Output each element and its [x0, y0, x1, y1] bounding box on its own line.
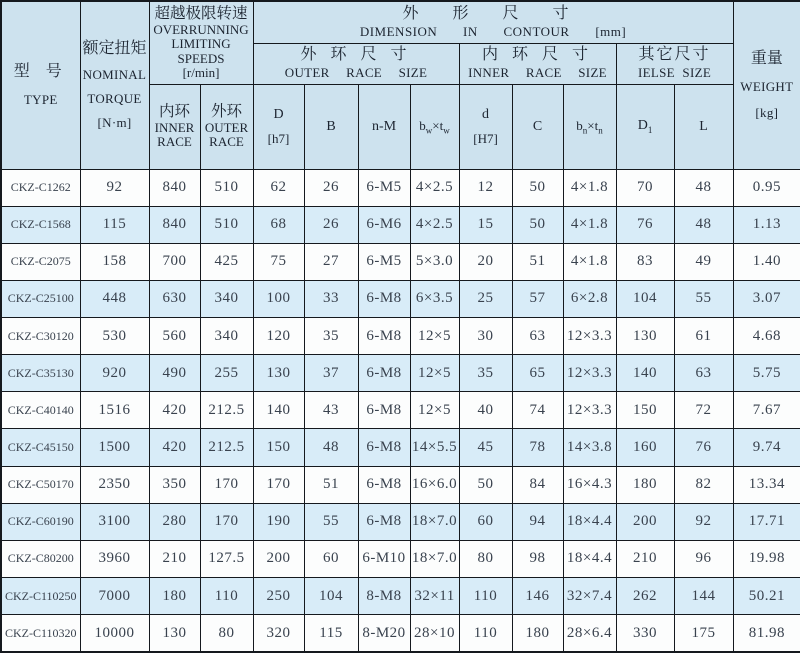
cell-value: 170	[200, 503, 253, 540]
cell-value: 51	[304, 466, 358, 503]
cell-value: 146	[512, 578, 563, 615]
cell-value: 100	[253, 280, 304, 317]
cell-type: CKZ-C40140	[1, 392, 80, 429]
cell-value: 560	[149, 318, 200, 355]
cell-value: 78	[512, 429, 563, 466]
cell-value: 48	[674, 206, 733, 243]
cell-value: 350	[149, 466, 200, 503]
cell-value: 12×5	[410, 355, 459, 392]
cell-value: 14×5.5	[410, 429, 459, 466]
cell-value: 80	[200, 615, 253, 652]
cell-value: 200	[616, 503, 674, 540]
cell-value: 12×3.3	[563, 355, 616, 392]
cell-value: 57	[512, 280, 563, 317]
cell-value: 3960	[80, 540, 149, 577]
cell-type: CKZ-C25100	[1, 280, 80, 317]
header-torque-unit: [N·m]	[97, 115, 132, 131]
cell-value: 33	[304, 280, 358, 317]
cell-value: 158	[80, 243, 149, 280]
cell-value: 5.75	[733, 355, 800, 392]
cell-value: 72	[674, 392, 733, 429]
header-type	[1, 1, 80, 169]
cell-value: 2350	[80, 466, 149, 503]
cell-value: 83	[616, 243, 674, 280]
header-overrunning-en1: OVERRUNNING	[153, 21, 249, 37]
cell-value: 840	[149, 169, 200, 206]
cell-value: 9.74	[733, 429, 800, 466]
header-else-size	[616, 43, 733, 84]
header-dimension	[253, 1, 733, 43]
header-outer-race-size	[253, 43, 459, 84]
cell-value: 43	[304, 392, 358, 429]
cell-value: 63	[674, 355, 733, 392]
header-torque-zh: 额定扭矩	[82, 39, 147, 57]
table-row	[1, 280, 800, 317]
header-type-zh: 型 号	[13, 63, 68, 81]
cell-value: 104	[304, 578, 358, 615]
header-col-D1: $D_1$	[616, 84, 674, 169]
cell-type: CKZ-C30120	[1, 318, 80, 355]
cell-value: 16×6.0	[410, 466, 459, 503]
cell-value: 8-M8	[358, 578, 410, 615]
cell-value: 18×4.4	[563, 540, 616, 577]
cell-value: 6×2.8	[563, 280, 616, 317]
header-col-bn-tn: $b_n\times t_n$	[563, 84, 616, 169]
cell-value: 5×3.0	[410, 243, 459, 280]
cell-value: 82	[674, 466, 733, 503]
cell-value: 127.5	[200, 540, 253, 577]
header-outer-race-en1: OUTER	[204, 119, 249, 135]
cell-value: 50	[512, 206, 563, 243]
cell-value: 130	[616, 318, 674, 355]
cell-value: 1516	[80, 392, 149, 429]
header-weight-zh: 重量	[750, 50, 783, 67]
cell-value: 144	[674, 578, 733, 615]
cell-value: 175	[674, 615, 733, 652]
table-row	[1, 615, 800, 652]
cell-type: CKZ-C50170	[1, 466, 80, 503]
cell-value: 19.98	[733, 540, 800, 577]
header-col-D	[253, 84, 304, 169]
cell-value: 14×3.8	[563, 429, 616, 466]
cell-value: 110	[200, 578, 253, 615]
cell-value: 262	[616, 578, 674, 615]
cell-value: 1.40	[733, 243, 800, 280]
header-dimension-zh: 外 形 尺 寸	[402, 5, 584, 23]
cell-value: 18×7.0	[410, 503, 459, 540]
header-col-d-letter: d	[482, 106, 490, 122]
cell-value: 98	[512, 540, 563, 577]
table-row	[1, 318, 800, 355]
table-body	[1, 169, 800, 652]
cell-value: 27	[304, 243, 358, 280]
cell-value: 840	[149, 206, 200, 243]
cell-value: 68	[253, 206, 304, 243]
cell-type: CKZ-C1568	[1, 206, 80, 243]
cell-value: 12×3.3	[563, 318, 616, 355]
cell-value: 63	[512, 318, 563, 355]
header-overrunning-unit: [r/min]	[182, 65, 220, 81]
cell-value: 200	[253, 540, 304, 577]
cell-value: 180	[616, 466, 674, 503]
cell-value: 530	[80, 318, 149, 355]
header-outer-race-zh: 外环	[211, 103, 243, 121]
cell-value: 4×2.5	[410, 169, 459, 206]
cell-value: 26	[304, 206, 358, 243]
cell-value: 190	[253, 503, 304, 540]
header-weight-unit: [kg]	[755, 105, 779, 121]
cell-value: 50	[459, 466, 512, 503]
cell-value: 50	[512, 169, 563, 206]
cell-value: 32×11	[410, 578, 459, 615]
cell-value: 6-M8	[358, 280, 410, 317]
cell-value: 48	[674, 169, 733, 206]
header-inner-race	[149, 84, 200, 169]
cell-value: 420	[149, 429, 200, 466]
cell-value: 60	[304, 540, 358, 577]
table-row	[1, 466, 800, 503]
header-col-d	[459, 84, 512, 169]
cell-value: 35	[459, 355, 512, 392]
cell-value: 180	[149, 578, 200, 615]
header-inner-race-size	[459, 43, 616, 84]
cell-value: 94	[512, 503, 563, 540]
table-row	[1, 243, 800, 280]
cell-value: 150	[616, 392, 674, 429]
cell-value: 48	[304, 429, 358, 466]
cell-type: CKZ-C35130	[1, 355, 80, 392]
cell-value: 49	[674, 243, 733, 280]
cell-value: 4.68	[733, 318, 800, 355]
cell-value: 45	[459, 429, 512, 466]
cell-value: 12×3.3	[563, 392, 616, 429]
header-col-nM: n-M	[358, 84, 410, 169]
cell-type: CKZ-C110250	[1, 578, 80, 615]
cell-value: 4×1.8	[563, 169, 616, 206]
cell-value: 700	[149, 243, 200, 280]
cell-value: 6-M5	[358, 169, 410, 206]
cell-value: 30	[459, 318, 512, 355]
cell-value: 16×4.3	[563, 466, 616, 503]
cell-value: 76	[674, 429, 733, 466]
cell-value: 425	[200, 243, 253, 280]
cell-value: 6×3.5	[410, 280, 459, 317]
cell-value: 920	[80, 355, 149, 392]
header-inner-race-en2: RACE	[157, 134, 192, 150]
table-row	[1, 540, 800, 577]
cell-value: 70	[616, 169, 674, 206]
table-row	[1, 392, 800, 429]
cell-type: CKZ-C60190	[1, 503, 80, 540]
cell-value: 26	[304, 169, 358, 206]
cell-value: 6-M6	[358, 206, 410, 243]
cell-value: 130	[149, 615, 200, 652]
cell-value: 6-M8	[358, 318, 410, 355]
cell-value: 510	[200, 169, 253, 206]
cell-value: 84	[512, 466, 563, 503]
cell-type: CKZ-C45150	[1, 429, 80, 466]
header-col-d-unit: [H7]	[473, 130, 498, 146]
header-outer-race-size-en: OUTER RACE SIZE	[284, 65, 428, 81]
cell-value: 61	[674, 318, 733, 355]
table-row	[1, 206, 800, 243]
cell-value: 130	[253, 355, 304, 392]
cell-type: CKZ-C2075	[1, 243, 80, 280]
cell-value: 630	[149, 280, 200, 317]
cell-value: 0.95	[733, 169, 800, 206]
header-col-C: C	[512, 84, 563, 169]
cell-value: 35	[304, 318, 358, 355]
cell-value: 340	[200, 318, 253, 355]
header-inner-race-size-zh: 内 环 尺 寸	[482, 46, 594, 64]
cell-value: 4×2.5	[410, 206, 459, 243]
table-row	[1, 355, 800, 392]
header-inner-race-zh: 内环	[158, 103, 190, 121]
cell-value: 170	[200, 466, 253, 503]
header-col-D-unit: [h7]	[267, 130, 290, 146]
cell-value: 3.07	[733, 280, 800, 317]
header-overrunning-en2: LIMITING SPEEDS	[171, 36, 231, 66]
cell-value: 37	[304, 355, 358, 392]
cell-value: 81.98	[733, 615, 800, 652]
header-else-size-en: IELSE SIZE	[638, 65, 712, 81]
cell-value: 15	[459, 206, 512, 243]
cell-value: 340	[200, 280, 253, 317]
cell-value: 420	[149, 392, 200, 429]
cell-value: 1500	[80, 429, 149, 466]
header-else-size-zh: 其它尺寸	[638, 46, 711, 64]
cell-value: 50.21	[733, 578, 800, 615]
header-col-B: B	[304, 84, 358, 169]
cell-value: 74	[512, 392, 563, 429]
header-col-bw-tw: $b_w\times t_w$	[410, 84, 459, 169]
cell-value: 10000	[80, 615, 149, 652]
header-dimension-en: DIMENSION IN CONTOUR [mm]	[359, 24, 627, 40]
cell-type: CKZ-C80200	[1, 540, 80, 577]
cell-value: 212.5	[200, 429, 253, 466]
cell-type: CKZ-C1262	[1, 169, 80, 206]
cell-value: 80	[459, 540, 512, 577]
cell-value: 115	[304, 615, 358, 652]
header-type-en: TYPE	[23, 92, 58, 108]
cell-value: 4×1.8	[563, 243, 616, 280]
cell-value: 280	[149, 503, 200, 540]
cell-value: 92	[674, 503, 733, 540]
cell-value: 18×4.4	[563, 503, 616, 540]
cell-value: 510	[200, 206, 253, 243]
cell-value: 40	[459, 392, 512, 429]
cell-value: 330	[616, 615, 674, 652]
cell-value: 55	[674, 280, 733, 317]
header-weight	[733, 1, 800, 169]
cell-value: 65	[512, 355, 563, 392]
header-weight-en: WEIGHT	[740, 79, 794, 94]
cell-value: 6-M8	[358, 466, 410, 503]
cell-value: 120	[253, 318, 304, 355]
table-row	[1, 169, 800, 206]
header-torque-en2: TORQUE	[87, 91, 142, 107]
cell-value: 210	[149, 540, 200, 577]
cell-value: 76	[616, 206, 674, 243]
cell-value: 6-M8	[358, 392, 410, 429]
cell-value: 160	[616, 429, 674, 466]
cell-value: 104	[616, 280, 674, 317]
cell-value: 25	[459, 280, 512, 317]
header-outer-race	[200, 84, 253, 169]
cell-value: 1.13	[733, 206, 800, 243]
cell-value: 20	[459, 243, 512, 280]
cell-value: 75	[253, 243, 304, 280]
cell-value: 4×1.8	[563, 206, 616, 243]
header-outer-race-size-zh: 外 环 尺 寸	[300, 46, 412, 64]
cell-value: 490	[149, 355, 200, 392]
cell-value: 6-M8	[358, 503, 410, 540]
cell-value: 212.5	[200, 392, 253, 429]
cell-value: 28×6.4	[563, 615, 616, 652]
header-outer-race-en2: RACE	[209, 134, 244, 150]
cell-value: 60	[459, 503, 512, 540]
cell-value: 170	[253, 466, 304, 503]
cell-type: CKZ-C110320	[1, 615, 80, 652]
header-overrunning	[149, 1, 253, 84]
header-col-L: L	[674, 84, 733, 169]
cell-value: 6-M8	[358, 355, 410, 392]
table-row	[1, 503, 800, 540]
cell-value: 110	[459, 578, 512, 615]
cell-value: 6-M5	[358, 243, 410, 280]
cell-value: 12	[459, 169, 512, 206]
cell-value: 12×5	[410, 318, 459, 355]
header-col-D-letter: D	[273, 106, 284, 122]
cell-value: 7000	[80, 578, 149, 615]
cell-value: 6-M10	[358, 540, 410, 577]
cell-value: 250	[253, 578, 304, 615]
header-inner-race-en1: INNER	[154, 119, 195, 135]
cell-value: 55	[304, 503, 358, 540]
cell-value: 8-M20	[358, 615, 410, 652]
cell-value: 140	[616, 355, 674, 392]
cell-value: 210	[616, 540, 674, 577]
cell-value: 6-M8	[358, 429, 410, 466]
cell-value: 32×7.4	[563, 578, 616, 615]
cell-value: 255	[200, 355, 253, 392]
header-torque-en1: NOMINAL	[82, 66, 147, 82]
cell-value: 62	[253, 169, 304, 206]
cell-value: 110	[459, 615, 512, 652]
cell-value: 12×5	[410, 392, 459, 429]
cell-value: 320	[253, 615, 304, 652]
cell-value: 17.71	[733, 503, 800, 540]
cell-value: 448	[80, 280, 149, 317]
table-row	[1, 578, 800, 615]
cell-value: 92	[80, 169, 149, 206]
table-header	[1, 1, 800, 169]
cell-value: 140	[253, 392, 304, 429]
cell-value: 7.67	[733, 392, 800, 429]
cell-value: 18×7.0	[410, 540, 459, 577]
cell-value: 3100	[80, 503, 149, 540]
header-torque	[80, 1, 149, 169]
cell-value: 115	[80, 206, 149, 243]
header-overrunning-zh: 超越极限转速	[154, 4, 248, 22]
cell-value: 28×10	[410, 615, 459, 652]
table-row	[1, 429, 800, 466]
cell-value: 51	[512, 243, 563, 280]
cell-value: 150	[253, 429, 304, 466]
cell-value: 180	[512, 615, 563, 652]
cell-value: 96	[674, 540, 733, 577]
cell-value: 13.34	[733, 466, 800, 503]
header-inner-race-size-en: INNER RACE SIZE	[468, 65, 607, 81]
